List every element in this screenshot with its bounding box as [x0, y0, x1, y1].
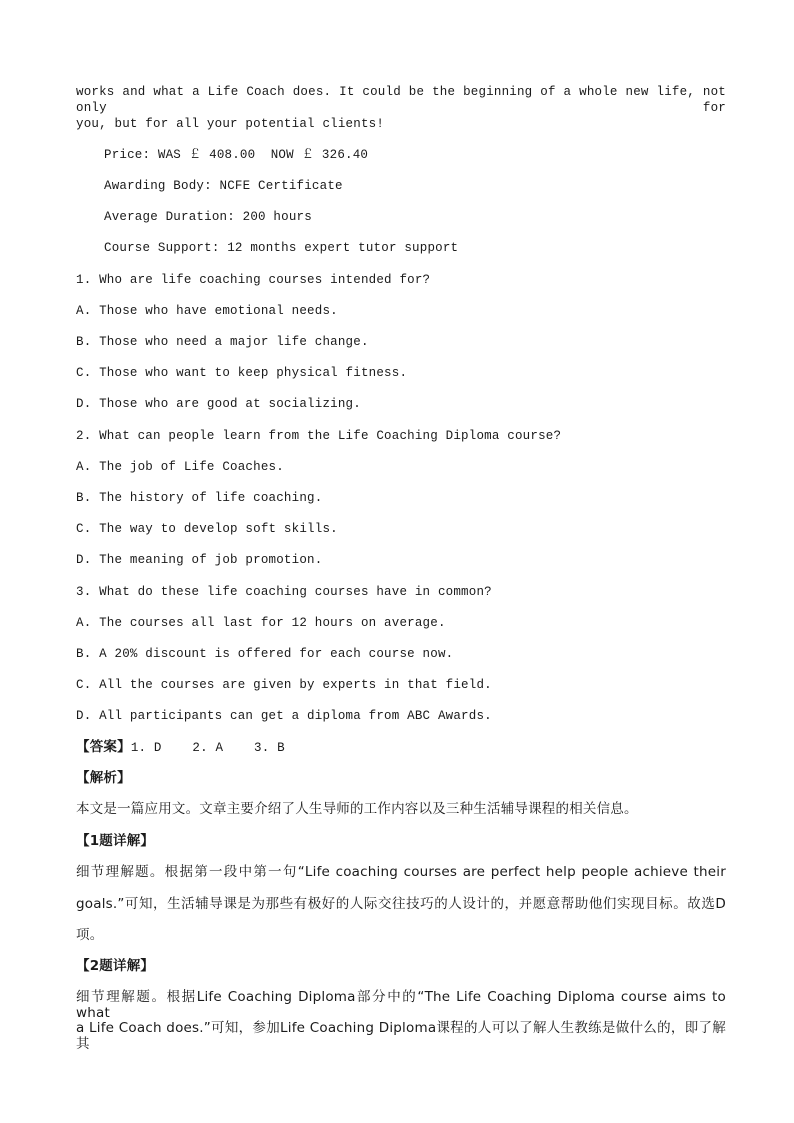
- question-1-option-d: D. Those who are good at socializing.: [76, 397, 361, 411]
- average-duration-info: Average Duration: 200 hours: [104, 210, 312, 224]
- question-1-stem: 1. Who are life coaching courses intended for?: [76, 273, 431, 287]
- q2-detail-line: 细节理解题。根据Life Coaching Diploma部分中的“The Life Coaching Diploma course aims to what: [76, 989, 726, 1021]
- price-info: Price: WAS ￡ 408.00 NOW ￡ 326.40: [104, 148, 369, 162]
- answer-label: 【答案】: [76, 739, 131, 755]
- q1-detail-line: goals.”可知，生活辅导课是为那些有极好的人际交往技巧的人设计的，并愿意帮助他们实现目标。故选D: [76, 896, 726, 912]
- question-3-option-a: A. The courses all last for 12 hours on average.: [76, 616, 446, 630]
- q1-detail-title: 【1题详解】: [76, 833, 155, 849]
- question-3-stem: 3. What do these life coaching courses have in common?: [76, 585, 492, 599]
- question-2-option-a: A. The job of Life Coaches.: [76, 460, 284, 474]
- passage-line: works and what a Life Coach does. It could be the beginning of a whole new life, not only for: [76, 85, 726, 115]
- question-2-option-c: C. The way to develop soft skills.: [76, 522, 338, 536]
- question-3-option-b: B. A 20% discount is offered for each course now.: [76, 647, 454, 661]
- q2-detail-title: 【2题详解】: [76, 958, 155, 974]
- awarding-body-info: Awarding Body: NCFE Certificate: [104, 179, 343, 193]
- q2-detail-line: a Life Coach does.”可知，参加Life Coaching Diploma课程的人可以了解人生教练是做什么的，即了解其: [76, 1020, 726, 1052]
- course-support-info: Course Support: 12 months expert tutor support: [104, 241, 459, 255]
- question-1-option-c: C. Those who want to keep physical fitness.: [76, 366, 408, 380]
- question-2-option-b: B. The history of life coaching.: [76, 491, 323, 505]
- question-1-option-a: A. Those who have emotional needs.: [76, 304, 338, 318]
- question-3-option-d: D. All participants can get a diploma from ABC Awards.: [76, 709, 492, 723]
- answer-line: [76, 739, 726, 756]
- q1-detail-line: 项。: [76, 927, 104, 943]
- question-2-option-d: D. The meaning of job promotion.: [76, 553, 323, 567]
- q1-detail-line: 细节理解题。根据第一段中第一句“Life coaching courses are perfect help people achieve their: [76, 864, 726, 880]
- passage-line: you, but for all your potential clients!: [76, 117, 385, 131]
- analysis-label: 【解析】: [76, 770, 131, 786]
- question-2-stem: 2. What can people learn from the Life Coaching Diploma course?: [76, 429, 562, 443]
- analysis-summary: 本文是一篇应用文。文章主要介绍了人生导师的工作内容以及三种生活辅导课程的相关信息。: [76, 801, 638, 817]
- question-3-option-c: C. All the courses are given by experts in that field.: [76, 678, 492, 692]
- question-1-option-b: B. Those who need a major life change.: [76, 335, 369, 349]
- answer-values: 1. D 2. A 3. B: [130, 741, 285, 755]
